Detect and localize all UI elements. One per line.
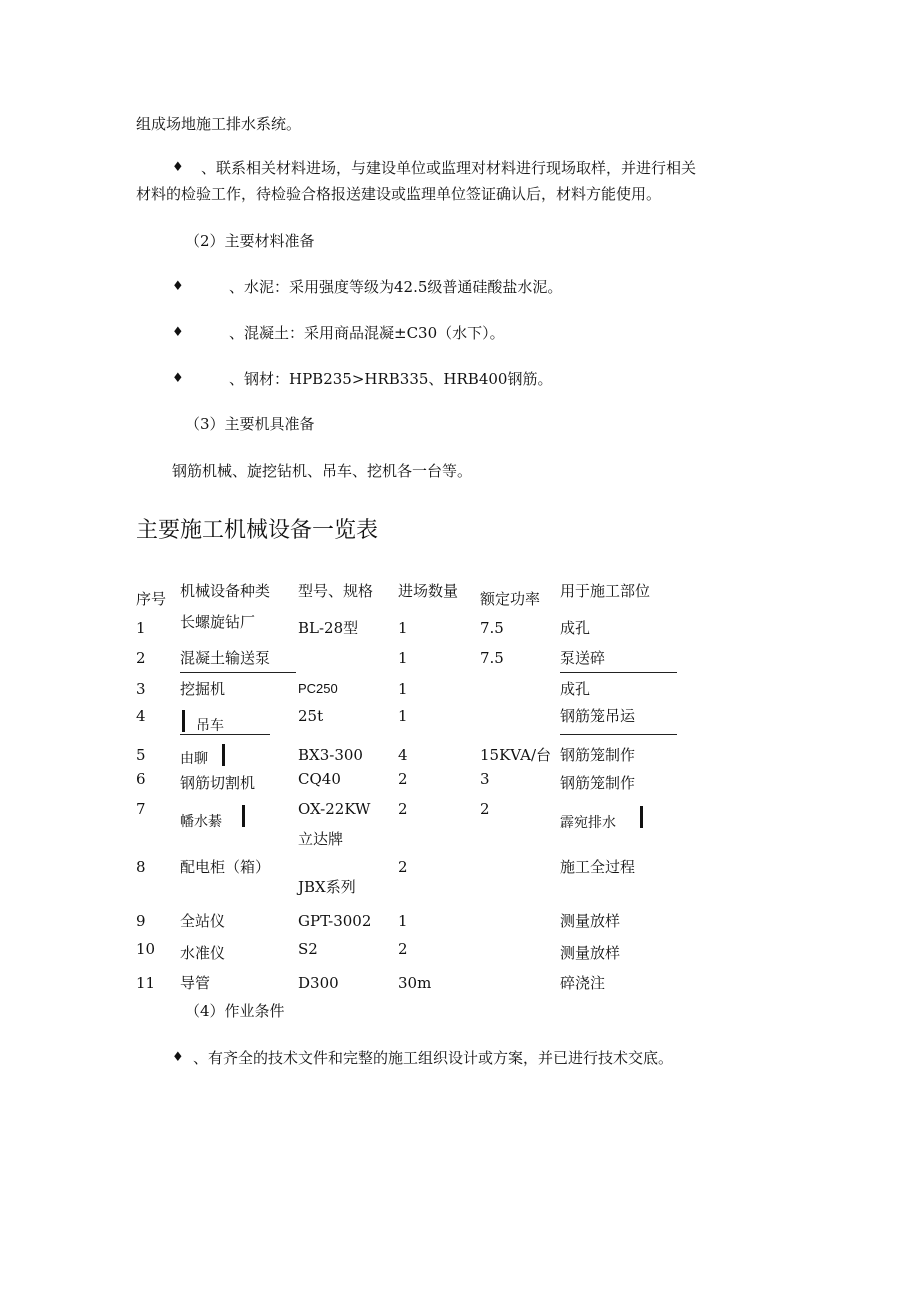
table-header-quantity: 进场数量 <box>398 582 459 600</box>
scan-mark <box>222 744 225 766</box>
table-cell: 7.5 <box>480 619 504 637</box>
table-cell: 1 <box>398 649 408 667</box>
table-cell: 导管 <box>180 974 211 992</box>
table-cell: 钢筋笼制作 <box>560 774 636 792</box>
paragraph-materials-entry-1: 、联系相关材料进场，与建设单位或监理对材料进行现场取样，并进行相关 <box>201 159 697 177</box>
table-cell: 1 <box>136 619 146 637</box>
scan-mark <box>182 710 185 732</box>
heading-work-conditions: （4）作业条件 <box>185 1002 285 1020</box>
table-cell: 2 <box>480 800 490 818</box>
table-cell: 碎浇注 <box>560 974 606 992</box>
bullet-icon: ♦ <box>172 279 184 294</box>
scan-mark <box>640 806 643 828</box>
table-cell: 4 <box>136 707 146 725</box>
table-cell: 吊车 <box>196 718 224 734</box>
table-header-equipment: 机械设备种类 <box>180 582 271 600</box>
table-cell: 7.5 <box>480 649 504 667</box>
underline <box>180 734 270 735</box>
table-cell: 施工全过程 <box>560 858 636 876</box>
table-cell: S2 <box>298 940 318 958</box>
table-cell: 2 <box>136 649 146 667</box>
table-cell: 7 <box>136 800 146 818</box>
table-cell: BX3-300 <box>298 746 363 764</box>
table-cell: 30m <box>398 974 432 992</box>
table-cell: 3 <box>136 680 146 698</box>
table-cell: 10 <box>136 940 156 958</box>
table-cell: 配电柜（箱） <box>180 858 271 876</box>
bullet-icon: ♦ <box>172 325 184 340</box>
paragraph-drainage: 组成场地施工排水系统。 <box>136 115 302 133</box>
table-cell: 4 <box>398 746 408 764</box>
table-cell: GPT-3002 <box>298 912 372 930</box>
scan-mark <box>242 805 245 827</box>
table-cell: D300 <box>298 974 339 992</box>
table-cell: 由聊 <box>180 751 208 767</box>
underline <box>180 672 296 673</box>
table-cell: 6 <box>136 770 146 788</box>
table-cell: 1 <box>398 680 408 698</box>
table-cell: OX-22KW <box>298 800 371 818</box>
table-cell: 成孔 <box>560 619 591 637</box>
underline <box>560 672 677 673</box>
table-cell: 5 <box>136 746 146 764</box>
table-cell: JBX系列 <box>298 878 356 896</box>
table-cell: 钢筋笼吊运 <box>560 707 636 725</box>
table-cell: 2 <box>398 800 408 818</box>
table-cell: 8 <box>136 858 146 876</box>
table-cell: 泵送碎 <box>560 649 606 667</box>
table-cell: 测量放样 <box>560 912 621 930</box>
material-concrete: 、混凝土：采用商品混凝±C30（水下）。 <box>229 324 505 342</box>
table-header-usage: 用于施工部位 <box>560 582 651 600</box>
table-cell: 钢筋切割机 <box>180 774 256 792</box>
table-cell: 钢筋笼制作 <box>560 746 636 764</box>
table-cell: 幡水綦 <box>180 814 222 830</box>
paragraph-tools: 钢筋机械、旋挖钻机、吊车、挖机各一台等。 <box>172 462 473 480</box>
table-cell: 2 <box>398 940 408 958</box>
table-cell: CQ40 <box>298 770 341 788</box>
table-cell: 1 <box>398 619 408 637</box>
table-cell: 25t <box>298 707 324 725</box>
underline <box>560 734 677 735</box>
table-cell: BL-28型 <box>298 619 359 637</box>
table-cell: 全站仪 <box>180 912 226 930</box>
bullet-icon: ♦ <box>172 160 184 175</box>
table-cell: 11 <box>136 974 156 992</box>
table-cell: 测量放样 <box>560 944 621 962</box>
table-cell: PC250 <box>298 681 338 696</box>
condition-technical-docs: 、有齐全的技术文件和完整的施工组织设计或方案，并已进行技术交底。 <box>193 1049 674 1067</box>
table-cell: 2 <box>398 858 408 876</box>
material-cement: 、水泥：采用强度等级为42.5级普通硅酸盐水泥。 <box>229 278 563 296</box>
heading-main-tools: （3）主要机具准备 <box>185 415 315 433</box>
table-cell: 长螺旋钻厂 <box>180 613 256 631</box>
table-cell: 15KVA/台 <box>480 746 551 764</box>
table-cell: 成孔 <box>560 680 591 698</box>
table-cell: 霹宛排水 <box>560 815 616 831</box>
table-cell: 1 <box>398 707 408 725</box>
paragraph-materials-entry-2: 材料的检验工作，待检验合格报送建设或监理单位签证确认后，材料方能使用。 <box>136 185 662 203</box>
table-cell: 水准仪 <box>180 944 226 962</box>
table-cell: 立达牌 <box>298 830 344 848</box>
table-header-model: 型号、规格 <box>298 582 374 600</box>
table-header-index: 序号 <box>136 590 167 608</box>
table-cell: 1 <box>398 912 408 930</box>
table-cell: 2 <box>398 770 408 788</box>
table-cell: 混凝土输送泵 <box>180 649 271 667</box>
table-cell: 挖掘机 <box>180 680 226 698</box>
bullet-icon: ♦ <box>172 1050 184 1065</box>
table-header-power: 额定功率 <box>480 590 541 608</box>
table-cell: 9 <box>136 912 146 930</box>
table-cell: 3 <box>480 770 490 788</box>
material-steel: 、钢材：HPB235>HRB335、HRB400钢筋。 <box>229 370 553 388</box>
heading-main-materials: （2）主要材料准备 <box>185 232 315 250</box>
table-title: 主要施工机械设备一览表 <box>136 518 379 543</box>
bullet-icon: ♦ <box>172 371 184 386</box>
